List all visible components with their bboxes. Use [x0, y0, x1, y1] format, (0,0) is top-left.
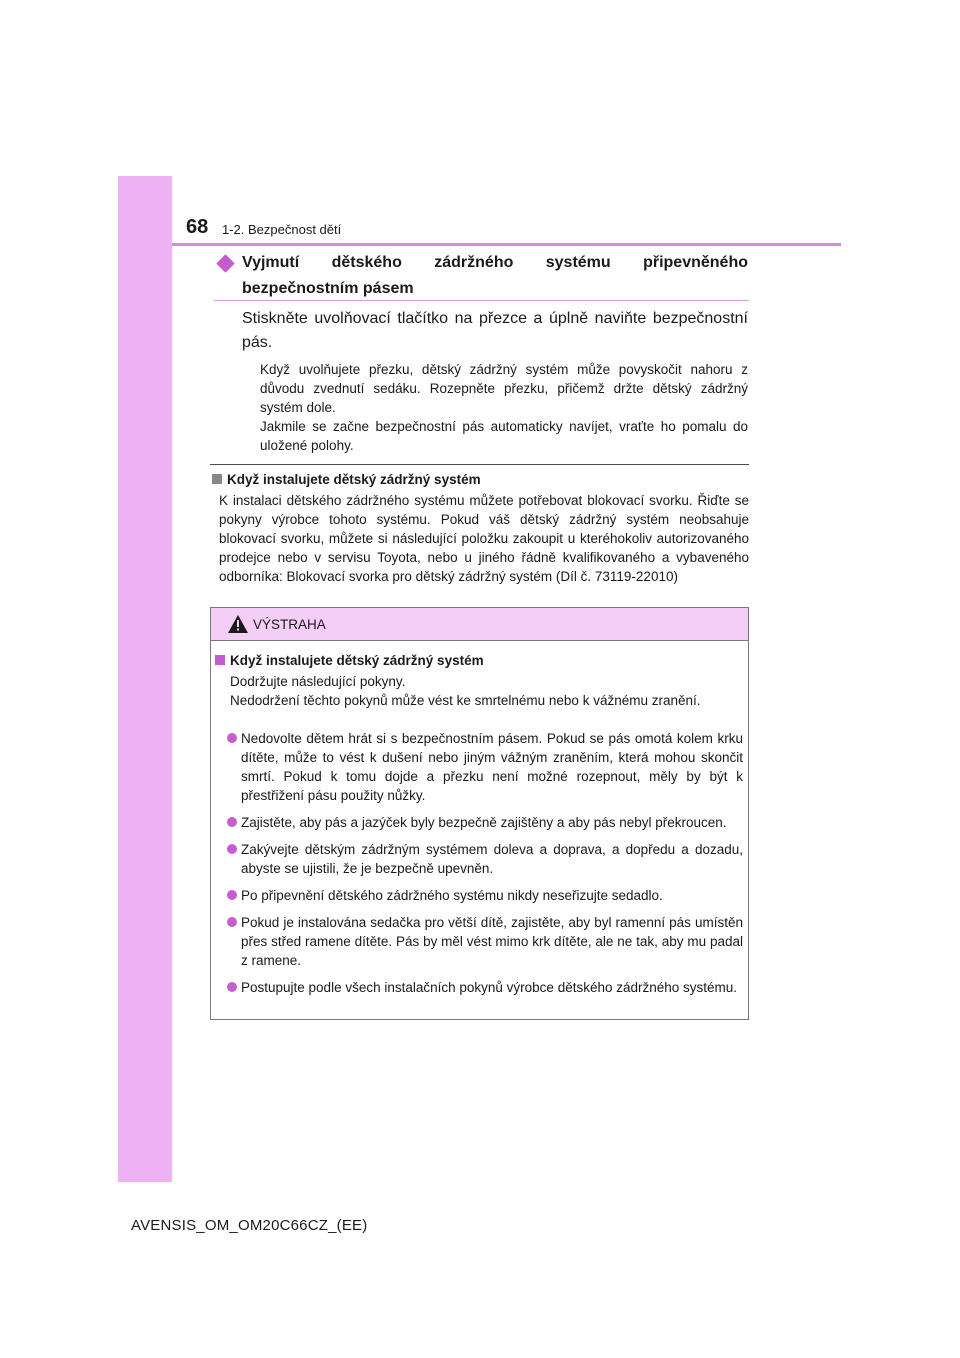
diamond-bullet-icon: [216, 254, 234, 272]
header-divider: [172, 243, 841, 246]
info-paragraph: K instalaci dětského zádržného systému můžete potřebovat blokovací svorku. Řiďte se pokyny výrobce tohoto systému. Pokud váš dětský zádržný systém neobsahuje blokovací svorku, můžete si následující položku zakoupit u kteréhokoliv autorizovaného prodejce nebo v servisu Toyota, nebo u jiného řádně kvalifikovaného a vybaveného odborníka: Blokovací svorka pro dětský zádržný systém (Díl č. 73119-22010): [219, 493, 749, 584]
info-heading: [212, 472, 481, 487]
bullet-dot-icon: [227, 844, 237, 854]
list-item: [227, 729, 743, 805]
warning-para-1: Dodržujte následující pokyny.: [230, 674, 406, 689]
chapter-sidebar-tab: [118, 176, 172, 1182]
list-item: [227, 840, 743, 878]
list-item: [227, 813, 743, 832]
square-bullet-icon: [215, 655, 225, 665]
section-title: 1-2. Bezpečnost dětí: [222, 222, 342, 237]
note-paragraph: Jakmile se začne bezpečnostní pás automaticky navíjet, vraťte ho pomalu do uložené polohy.: [260, 419, 748, 453]
list-item: [227, 886, 743, 905]
warning-label: VÝSTRAHA: [253, 617, 326, 632]
list-item-text: Postupujte podle všech instalačních pokynů výrobce dětského zádržného systému.: [241, 980, 738, 995]
list-item: [227, 913, 743, 970]
bullet-dot-icon: [227, 890, 237, 900]
note-paragraph: Když uvolňujete přezku, dětský zádržný systém může povyskočit nahoru z důvodu zvednutí sedáku. Rozepněte přezku, přičemž držte dětský zádržný systém dole.: [260, 362, 748, 415]
square-bullet-icon: [212, 474, 222, 484]
subsection-divider: [214, 300, 749, 301]
info-divider: [210, 464, 749, 465]
bullet-dot-icon: [227, 982, 237, 992]
bullet-dot-icon: [227, 733, 237, 743]
warning-paragraph: [230, 672, 742, 710]
document-code: AVENSIS_OM_OM20C66CZ_(EE): [131, 1217, 368, 1234]
list-item-text: Zajistěte, aby pás a jazýček byly bezpečně zajištěny a aby pás nebyl překroucen.: [241, 815, 727, 830]
warning-list: [227, 729, 743, 1005]
warning-box: [210, 607, 749, 1020]
list-item-text: Pokud je instalována sedačka pro větší dítě, zajistěte, aby byl ramenní pás umístěn přes střed ramene dítěte. Pás by měl vést mimo krk dítěte, ale ne tak, aby mu padal z ramene.: [241, 915, 743, 968]
subsection-heading: Vyjmutí dětského zádržného systému připevněného bezpečnostním pásem: [242, 254, 748, 297]
warning-header: [211, 608, 748, 641]
warning-heading: [215, 653, 484, 668]
page-number: 68: [186, 216, 209, 238]
bullet-dot-icon: [227, 817, 237, 827]
instruction-step: Stiskněte uvolňovací tlačítko na přezce a úplně naviňte bezpečnostní pás.: [242, 310, 748, 351]
list-item-text: Nedovolte dětem hrát si s bezpečnostním pásem. Pokud se pás omotá kolem krku dítěte, může to vést k dušení nebo jiným vážným zraněním, která mohou skončit smrtí. Pokud k tomu dojde a přezku není možné rozepnout, měly by být k přestřižení pásu použity nůžky.: [241, 731, 743, 803]
list-item: [227, 978, 743, 997]
warning-triangle-icon: [228, 615, 248, 633]
warning-heading-text: Když instalujete dětský zádržný systém: [230, 653, 484, 668]
info-heading-text: Když instalujete dětský zádržný systém: [227, 472, 481, 487]
bullet-dot-icon: [227, 917, 237, 927]
warning-para-2: Nedodržení těchto pokynů může vést ke smrtelnému nebo k vážnému zranění.: [230, 693, 701, 708]
list-item-text: Po připevnění dětského zádržného systému nikdy neseřizujte sedadlo.: [241, 888, 663, 903]
list-item-text: Zakývejte dětským zádržným systémem doleva a doprava, a dopředu a dozadu, abyste se ujistili, že je bezpečně upevněn.: [241, 842, 743, 876]
